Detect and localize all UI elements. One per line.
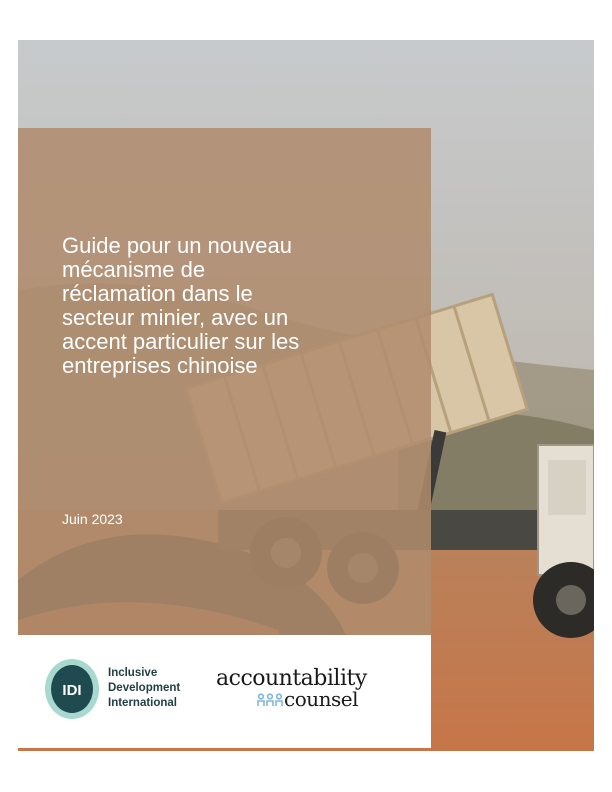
people-icon <box>257 693 283 707</box>
idi-monogram: IDI <box>62 682 82 699</box>
idi-name-line-2: Development <box>108 682 181 694</box>
document-title: Guide pour un nouveau mécanisme de réclamation dans le secteur minier, avec un accent particulier sur les entreprises chinoise <box>62 233 300 378</box>
idi-wordmark <box>108 666 180 711</box>
idi-name-line-1: Inclusive <box>108 667 158 679</box>
idi-name-line-3: International <box>108 697 178 709</box>
title-overlay-panel <box>18 128 431 635</box>
publication-date: Juin 2023 <box>62 511 123 527</box>
idi-logo-icon <box>44 658 100 720</box>
accountability-counsel-word2: counsel <box>284 687 358 711</box>
accountability-counsel-word1: accountability <box>216 666 367 691</box>
